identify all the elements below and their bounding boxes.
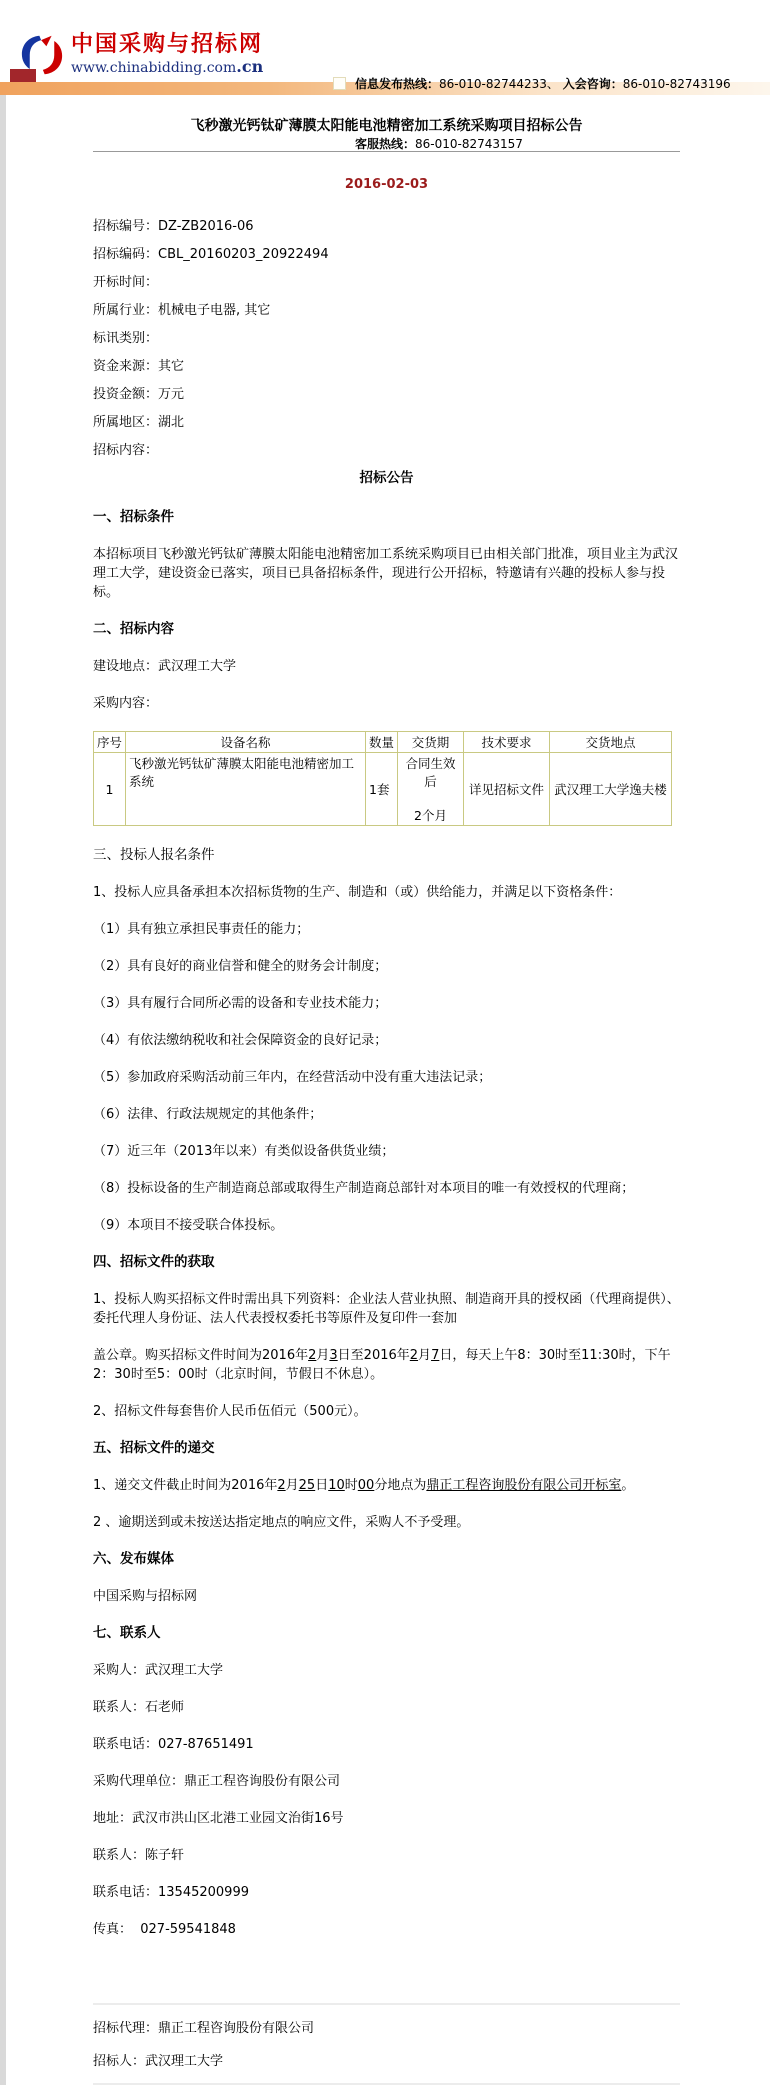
- phone1-line: 联系电话：027-87651491: [93, 1737, 254, 1752]
- meta-value: 万元: [158, 387, 185, 402]
- section3-intro: 1、投标人应具备承担本次招标货物的生产、制造和（或）供给能力，并满足以下资格条件：: [93, 885, 622, 900]
- section1-heading: 一、招标条件: [93, 509, 174, 525]
- contact2-line: 联系人：陈子轩: [93, 1848, 185, 1863]
- section5-paragraph-2: 2 、逾期送到或未按送达指定地点的响应文件，采购人不予受理。: [93, 1515, 470, 1530]
- cell-no: 1: [94, 753, 126, 826]
- meta-value: 湖北: [158, 415, 185, 430]
- page-left-edge: [0, 95, 6, 2085]
- meta-line-region: [93, 413, 680, 432]
- hotline-line1: 信息发布热线：86-010-82744233、 入会咨询：86-010-82743196: [355, 77, 731, 91]
- qualification-item-2: （2）具有良好的商业信誉和健全的财务会计制度；: [93, 959, 388, 974]
- section6-heading: 六、发布媒体: [93, 1551, 174, 1567]
- section4-paragraph-3: 2、招标文件每套售价人民币伍佰元（500元）。: [93, 1404, 367, 1419]
- notice-title: 飞秒激光钙钛矿薄膜太阳能电池精密加工系统采购项目招标公告: [190, 118, 583, 134]
- publish-media: 中国采购与招标网: [93, 1589, 198, 1604]
- meta-label: 标讯类别：: [93, 331, 159, 346]
- meta-label: 招标编号：: [93, 219, 159, 234]
- meta-line-industry: [93, 301, 680, 320]
- construction-location: 建设地点：武汉理工大学: [93, 659, 237, 674]
- qualification-item-3: （3）具有履行合同所必需的设备和专业技术能力；: [93, 996, 388, 1011]
- fax-line: 传真： 027-59541848: [93, 1922, 236, 1937]
- qualification-item-6: （6）法律、行政法规规定的其他条件；: [93, 1107, 323, 1122]
- section2-heading: 二、招标内容: [93, 621, 174, 637]
- section7-heading: 七、联系人: [93, 1625, 161, 1641]
- notice-date: 2016-02-03: [344, 177, 429, 192]
- site-name: 中国采购与招标网: [71, 32, 264, 57]
- meta-line-fund-source: [93, 357, 680, 376]
- qualification-item-1: （1）具有独立承担民事责任的能力；: [93, 922, 310, 937]
- address-line: 地址：武汉市洪山区北港工业园文治街16号: [93, 1811, 344, 1826]
- col-header-tech: 技术要求: [464, 732, 550, 753]
- section4-paragraph-2: 盖公章。购买招标文件时间为2016年2月3日至2016年2月7日，每天上午8：30时至11:30时，下午2：30时至5：00时（北京时间，节假日不休息）。: [93, 1348, 671, 1382]
- cell-equipment-name: 飞秒激光钙钛矿薄膜太阳能电池精密加工系统: [126, 753, 366, 826]
- col-header-place: 交货地点: [550, 732, 672, 753]
- announcement-heading: 招标公告: [359, 470, 414, 486]
- agency-line: 采购代理单位：鼎正工程咨询股份有限公司: [93, 1774, 341, 1789]
- meta-label: 开标时间：: [93, 275, 159, 290]
- footer-agent-line: 招标代理：鼎正工程咨询股份有限公司: [93, 2021, 315, 2036]
- site-url: www.chinabidding.com.cn: [71, 57, 264, 76]
- meta-line-category: [93, 329, 680, 348]
- meta-value: DZ-ZB2016-06: [158, 219, 254, 234]
- phone2-line: 联系电话：13545200999: [93, 1885, 249, 1900]
- section1-paragraph: 本招标项目飞秒激光钙钛矿薄膜太阳能电池精密加工系统采购项目已由相关部门批准，项目业主为武汉理工大学，建设资金已落实，项目已具备招标条件，现进行公开招标，特邀请有兴趣的投标人参与投标。: [93, 547, 679, 600]
- meta-value: 机械电子电器, 其它: [158, 303, 271, 318]
- meta-label: 招标编码：: [93, 247, 159, 262]
- meta-label: 招标内容：: [93, 443, 159, 458]
- site-logo[interactable]: [20, 34, 263, 76]
- section5-paragraph-1: 1、递交文件截止时间为2016年2月25日10时00分地点为鼎正工程咨询股份有限公司开标室。: [93, 1478, 635, 1493]
- qualification-item-7: （7）近三年（2013年以来）有类似设备供货业绩；: [93, 1144, 395, 1159]
- cell-delivery-place: 武汉理工大学逸夫楼: [550, 753, 672, 826]
- meta-line-open-time: [93, 273, 680, 292]
- table-header-row: [94, 732, 672, 753]
- col-header-delivery: 交货期: [398, 732, 464, 753]
- corner-accent-block: [10, 69, 36, 82]
- qualification-item-4: （4）有依法缴纳税收和社会保障资金的良好记录；: [93, 1033, 388, 1048]
- footer-owner-line: 招标人：武汉理工大学: [93, 2054, 224, 2069]
- cell-qty: 1套: [366, 753, 398, 826]
- section3-heading: 三、投标人报名条件: [93, 847, 215, 863]
- meta-value: 其它: [158, 359, 185, 374]
- meta-label: 所属地区：: [93, 415, 159, 430]
- qualification-item-5: （5）参加政府采购活动前三年内，在经营活动中没有重大违法记录；: [93, 1070, 492, 1085]
- meta-label: 资金来源：: [93, 359, 159, 374]
- notice-body: [0, 95, 770, 2085]
- section5-heading: 五、招标文件的递交: [93, 1440, 215, 1456]
- procurement-table: [93, 731, 672, 826]
- hotline-info: [333, 34, 731, 194]
- qualification-item-8: （8）投标设备的生产制造商总部或取得生产制造商总部针对本项目的唯一有效授权的代理商；: [93, 1181, 635, 1196]
- cell-tech-requirement: 详见招标文件: [464, 753, 550, 826]
- purchaser-line: 采购人：武汉理工大学: [93, 1663, 224, 1678]
- qualification-item-9: （9）本项目不接受联合体投标。: [93, 1218, 284, 1233]
- footer-divider-top: [93, 2003, 680, 2005]
- col-header-qty: 数量: [366, 732, 398, 753]
- meta-line-bid-code: [93, 245, 680, 264]
- checkbox-icon: [333, 77, 346, 90]
- col-header-no: 序号: [94, 732, 126, 753]
- meta-value: CBL_20160203_20922494: [158, 247, 329, 262]
- meta-line-bid-number: [93, 217, 680, 236]
- contact1-line: 联系人：石老师: [93, 1700, 185, 1715]
- table-row: [94, 753, 672, 826]
- meta-label: 所属行业：: [93, 303, 159, 318]
- hotline-line2: 客服热线：86-010-82743157: [355, 137, 523, 151]
- meta-label: 投资金额：: [93, 387, 159, 402]
- col-header-equipment: 设备名称: [126, 732, 366, 753]
- section4-heading: 四、招标文件的获取: [93, 1254, 215, 1270]
- procurement-content-label: 采购内容：: [93, 696, 159, 711]
- meta-line-content: [93, 441, 680, 460]
- section4-paragraph-1: 1、投标人购买招标文件时需出具下列资料：企业法人营业执照、制造商开具的授权函（代理商提供）、委托代理人身份证、法人代表授权委托书等原件及复印件一套加: [93, 1292, 680, 1326]
- cell-delivery: 合同生效后 2个月: [398, 753, 464, 826]
- meta-line-investment: [93, 385, 680, 404]
